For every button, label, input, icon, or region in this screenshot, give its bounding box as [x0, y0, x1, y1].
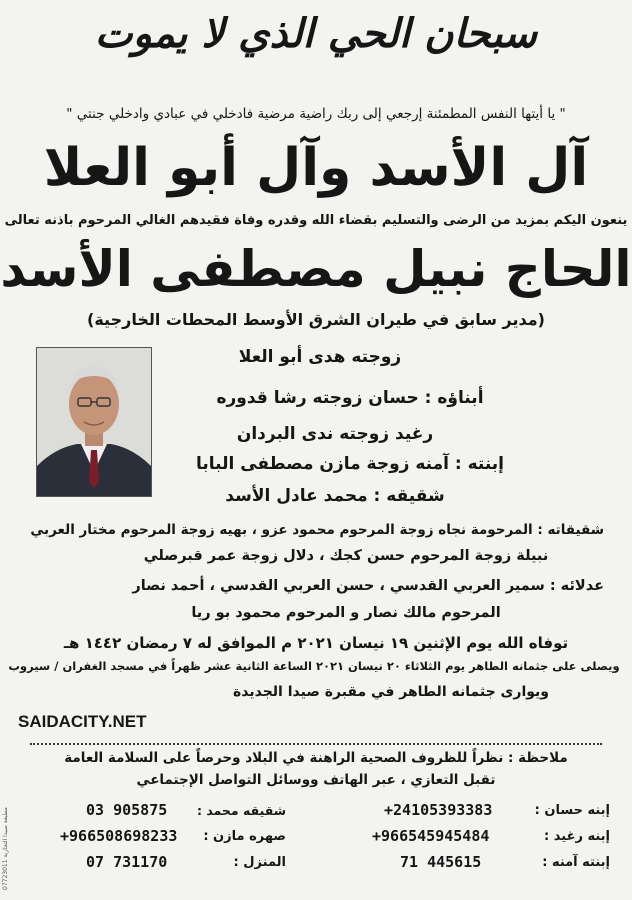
- note-line-1: ملاحظة : نظراً للظروف الصحية الراهنة في البلاد وحرصاً على السلامة العامة: [64, 750, 568, 766]
- contact-number: +966508698233: [60, 827, 178, 845]
- contact-label: إبنته آمنه :: [542, 855, 610, 870]
- note-line-2: تقبل التعازي ، عبر الهاتف ووسائل التواصل الإجتماعي: [136, 772, 496, 788]
- death-date: توفاه الله يوم الإثنين ١٩ نيسان ٢٠٢١ م الموافق له ٧ رمضان ١٤٤٢ هـ: [63, 634, 569, 652]
- in-laws-line-2: المرحوم مالك نصار و المرحوم محمود بو ريا: [191, 605, 501, 621]
- brother-line: شقيقه : محمد عادل الأسد: [225, 486, 445, 506]
- contact-label: شقيقه محمد :: [196, 803, 286, 818]
- daughter-line: إبنته : آمنه زوجة مازن مصطفى البابا: [195, 454, 504, 474]
- portrait-photo-icon: [37, 348, 151, 496]
- contact-number: 71 445615: [400, 853, 482, 871]
- contact-number: +24105393383: [384, 801, 493, 819]
- family-names-title: آل الأسد وآل أبو العلا: [43, 138, 589, 198]
- wife-line: زوجته هدى أبو العلا: [238, 347, 402, 367]
- printer-note: مطبعة صيدا التجارية 07723011: [2, 807, 9, 890]
- contact-label: إبنه رغيد :: [544, 829, 610, 844]
- calligraphy-heading: سبحان الحي الذي لا يموت: [94, 10, 538, 57]
- sisters-line-1: شقيقاته : المرحومة نجاه زوجة المرحوم محمود عزو ، بهيه زوجة المرحوم مختار العربي: [30, 522, 604, 538]
- announcement-text: ينعون اليكم بمزيد من الرضى والتسليم بقضاء الله وقدره وفاة فقيدهم الغالي المرحوم باذنه تعالى: [4, 213, 628, 228]
- section-divider: [30, 743, 602, 745]
- contact-label: المنزل :: [233, 855, 286, 870]
- quran-verse: " يا أيتها النفس المطمئنة إرجعي إلى ربك راضية مرضية فادخلي في عبادي وادخلي جنتي ": [66, 106, 566, 122]
- burial-info: ويوارى جثمانه الطاهر في مقبرة صيدا الجديدة: [233, 684, 549, 700]
- deceased-name: الحاج نبيل مصطفى الأسد: [0, 240, 632, 298]
- deceased-photo: [36, 347, 152, 497]
- deceased-position: (مدير سابق في طيران الشرق الأوسط المحطات الخارجية): [87, 310, 545, 329]
- in-laws-line-1: عدلائه : سمير العربي القدسي ، حسن العربي القدسي ، أحمد نصار: [132, 578, 604, 594]
- contact-number: +966545945484: [372, 827, 490, 845]
- contact-number: 07 731170: [86, 853, 168, 871]
- sisters-line-2: نبيلة زوجة المرحوم حسن كجك ، دلال زوجة عمر قبرصلي: [143, 548, 549, 564]
- site-watermark: SAIDACITY.NET: [18, 712, 147, 731]
- funeral-prayer: ويصلى على جثمانه الطاهر يوم الثلاثاء ٢٠ نيسان ٢٠٢١ الساعة الثانية عشر ظهراً في مسجد الغفران / سيروب: [8, 659, 620, 673]
- contact-label: إبنه حسان :: [534, 803, 610, 818]
- sons-line-1: أبناؤه : حسان زوجته رشا قدوره: [216, 388, 484, 408]
- sons-line-2: رغيد زوجته ندى البردان: [236, 424, 434, 444]
- contact-label: صهره مازن :: [203, 829, 286, 844]
- contact-number: 03 905875: [86, 801, 168, 819]
